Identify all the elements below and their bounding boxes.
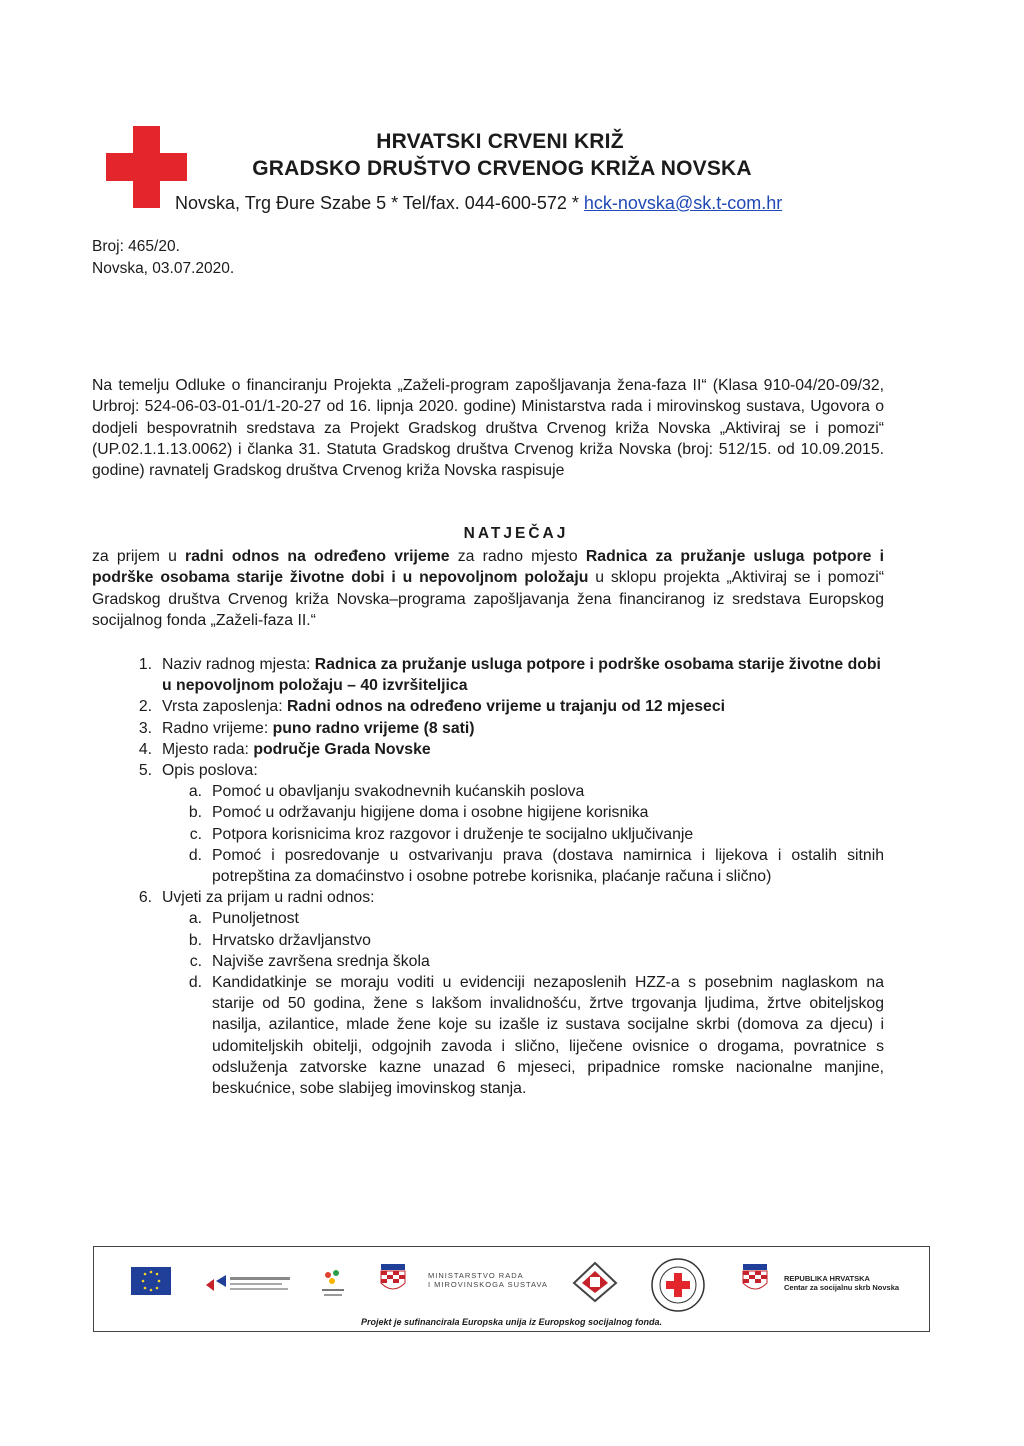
item-label: Naziv radnog mjesta:: [162, 656, 315, 673]
item-value: Radni odnos na određeno vrijeme u trajanju od 12 mjeseci: [286, 698, 726, 716]
item-label: Mjesto rada:: [162, 740, 254, 758]
sub-item: [162, 781, 884, 802]
sub-item-letter: c.: [189, 952, 202, 970]
item-label: Uvjeti za prijam u radni odnos:: [162, 889, 375, 907]
document-date: Novska, 03.07.2020.: [92, 260, 235, 277]
sub-item-letter: d.: [188, 846, 202, 864]
item-number: 3.: [138, 719, 152, 737]
sub-item: [162, 845, 884, 887]
notice-bold-2: Radnica za pružanje usluga potpore i podrške osobama starije životne dobi i u nepovoljnom položaju: [92, 548, 884, 587]
list-item: [92, 887, 884, 908]
email-link[interactable]: hck-novska@sk.t-com.hr: [583, 193, 783, 213]
ministry-emblem-icon: [572, 1261, 618, 1303]
sub-item-letter: d.: [188, 974, 202, 992]
sub-item-text: Najviše završena srednja škola: [212, 952, 430, 970]
sub-item: [162, 930, 884, 951]
contact-line: [175, 193, 782, 214]
item-number: 1.: [138, 656, 152, 673]
item-value: Radnica za pružanje usluga potpore i podrške osobama starije životne dobi u nepovoljnom položaju – 40 izvršiteljica: [162, 656, 881, 695]
notice-text-1: za prijem u: [92, 548, 186, 565]
ministry-line2: I MIROVINSKOGA SUSTAVA: [428, 1280, 548, 1289]
croatian-coat-of-arms-icon: [380, 1263, 406, 1295]
sub-item-text: Potpora korisnicima kroz razgovor i druženje te socijalno uključivanje: [212, 825, 694, 843]
croatian-coat-of-arms-icon: [742, 1263, 768, 1295]
item-label: Opis poslova:: [162, 762, 258, 780]
sub-item-text: Pomoć u održavanju higijene doma i osobne higijene korisnika: [212, 804, 649, 822]
sub-item-letter: b.: [188, 804, 202, 822]
sub-item-text: Pomoć u obavljanju svakodnevnih kućanskih poslova: [212, 783, 585, 801]
notice-title: NATJEČAJ: [463, 525, 569, 542]
footer-caption: Projekt je sufinancirala Europska unija iz Europskog socijalnog fonda.: [360, 1317, 663, 1327]
item-label: Radno vrijeme:: [162, 719, 273, 737]
item-value: područje Grada Novske: [253, 740, 431, 758]
eu-flag-icon: [131, 1267, 171, 1295]
sub-item-text: Pomoć i posredovanje u ostvarivanju prava (dostava namirnica i lijekova i ostalih sitnih potrepština za domaćinstvo i osobne potrebe korisnika, plaćanje računa i slično): [212, 846, 884, 886]
zazeli-logo-icon: [316, 1265, 350, 1303]
funding-footer: [93, 1246, 930, 1332]
sub-item-text: Punoljetnost: [212, 910, 299, 928]
esf-logo-icon: [204, 1271, 294, 1297]
sub-item: [162, 908, 884, 929]
ministry-text: [428, 1271, 548, 1289]
list-item: [92, 760, 884, 781]
notice-text-2: za radno mjesto: [449, 548, 586, 565]
sub-item: [162, 802, 884, 823]
notice-text-3: u sklopu projekta „Aktiviraj se i pomozi“ Gradskog društva Crvenog križa Novska–programa zapošljavanja žena financiranog iz sredstava Europskog socijalnog fonda „Zaželi-faza II.“: [92, 569, 884, 629]
sub-item-letter: a.: [188, 783, 202, 801]
republic-line2: Centar za socijalnu skrb Novska: [784, 1283, 900, 1292]
republic-line1: REPUBLIKA HRVATSKA: [784, 1274, 870, 1283]
republic-text: [784, 1274, 899, 1292]
ministry-line1: MINISTARSTVO RADA: [428, 1271, 524, 1280]
sub-item-letter: c.: [189, 825, 202, 843]
sub-item: [162, 824, 884, 845]
address-text: Novska, Trg Đure Szabe 5 * Tel/fax. 044-600-572 *: [175, 193, 584, 213]
intro-paragraph: Na temelju Odluke o financiranju Projekta „Zaželi-program zapošljavanja žena-faza II“ (Klasa 910-04/20-09/32, Urbroj: 524-06-03-01-01/1-20-27 od 16. lipnja 2020. godine) Ministarstva rada i mirovinskog sustava, Ugovora o dodjeli bespovratnih sredstava za Projekt Gradskog društva Crvenog križa Novska „Aktiviraj se i pomozi“ (UP.02.1.1.13.0062) i članka 31. Statuta Gradskog društva Crvenog križa Novska (broj: 512/15. od 10.09.2015. godine) ravnatelj Gradskog društva Crvenog križa Novska raspisuje: [92, 377, 884, 480]
org-title: HRVATSKI CRVENI KRIŽ: [376, 130, 624, 153]
sub-item: [162, 972, 884, 1099]
logo-strip: [94, 1247, 929, 1317]
document-meta: [92, 236, 234, 280]
notice-body: [92, 546, 884, 631]
list-item: [92, 739, 884, 760]
item-label: Vrsta zaposlenja:: [162, 698, 287, 716]
item-number: 4.: [138, 740, 152, 758]
list-item: [92, 654, 884, 696]
org-subtitle: GRADSKO DRUŠTVO CRVENOG KRIŽA NOVSKA: [252, 157, 752, 180]
item-number: 6.: [138, 889, 152, 907]
sub-item: [162, 951, 884, 972]
red-cross-society-emblem-icon: [650, 1257, 706, 1313]
notice-bold-1: radni odnos na određeno vrijeme: [185, 548, 450, 565]
item-number: 5.: [138, 762, 152, 780]
list-item: [92, 696, 884, 717]
sub-item-letter: b.: [188, 931, 202, 949]
item-number: 2.: [138, 698, 152, 716]
document-number: Broj: 465/20.: [92, 238, 180, 255]
item-value: puno radno vrijeme (8 sati): [272, 719, 475, 737]
list-item: [92, 718, 884, 739]
sub-item-letter: a.: [188, 910, 202, 928]
sub-item-text: Kandidatkinje se moraju voditi u evidenciji nezaposlenih HZZ-a s posebnim naglaskom na starije od 50 godina, žene s lakšom invalidnošću, žrtve trgovanja ljudima, žrtve obiteljskog nasilja, azilantice, mlade žene koje su izašle iz sustava socijalne skrbi (domova za djecu) i udomiteljskih obitelji, odgojnih zavoda i slično, liječene ovisnice o drogama, povratnice s odsluženja zatvorske kazne unazad 6 mjeseci, pripadnice romske nacionalne manjine, beskućnice, sobe slabijeg imovinskog stanja.: [212, 974, 884, 1098]
sub-item-text: Hrvatsko državljanstvo: [212, 931, 371, 949]
job-details-list: [92, 654, 884, 1099]
